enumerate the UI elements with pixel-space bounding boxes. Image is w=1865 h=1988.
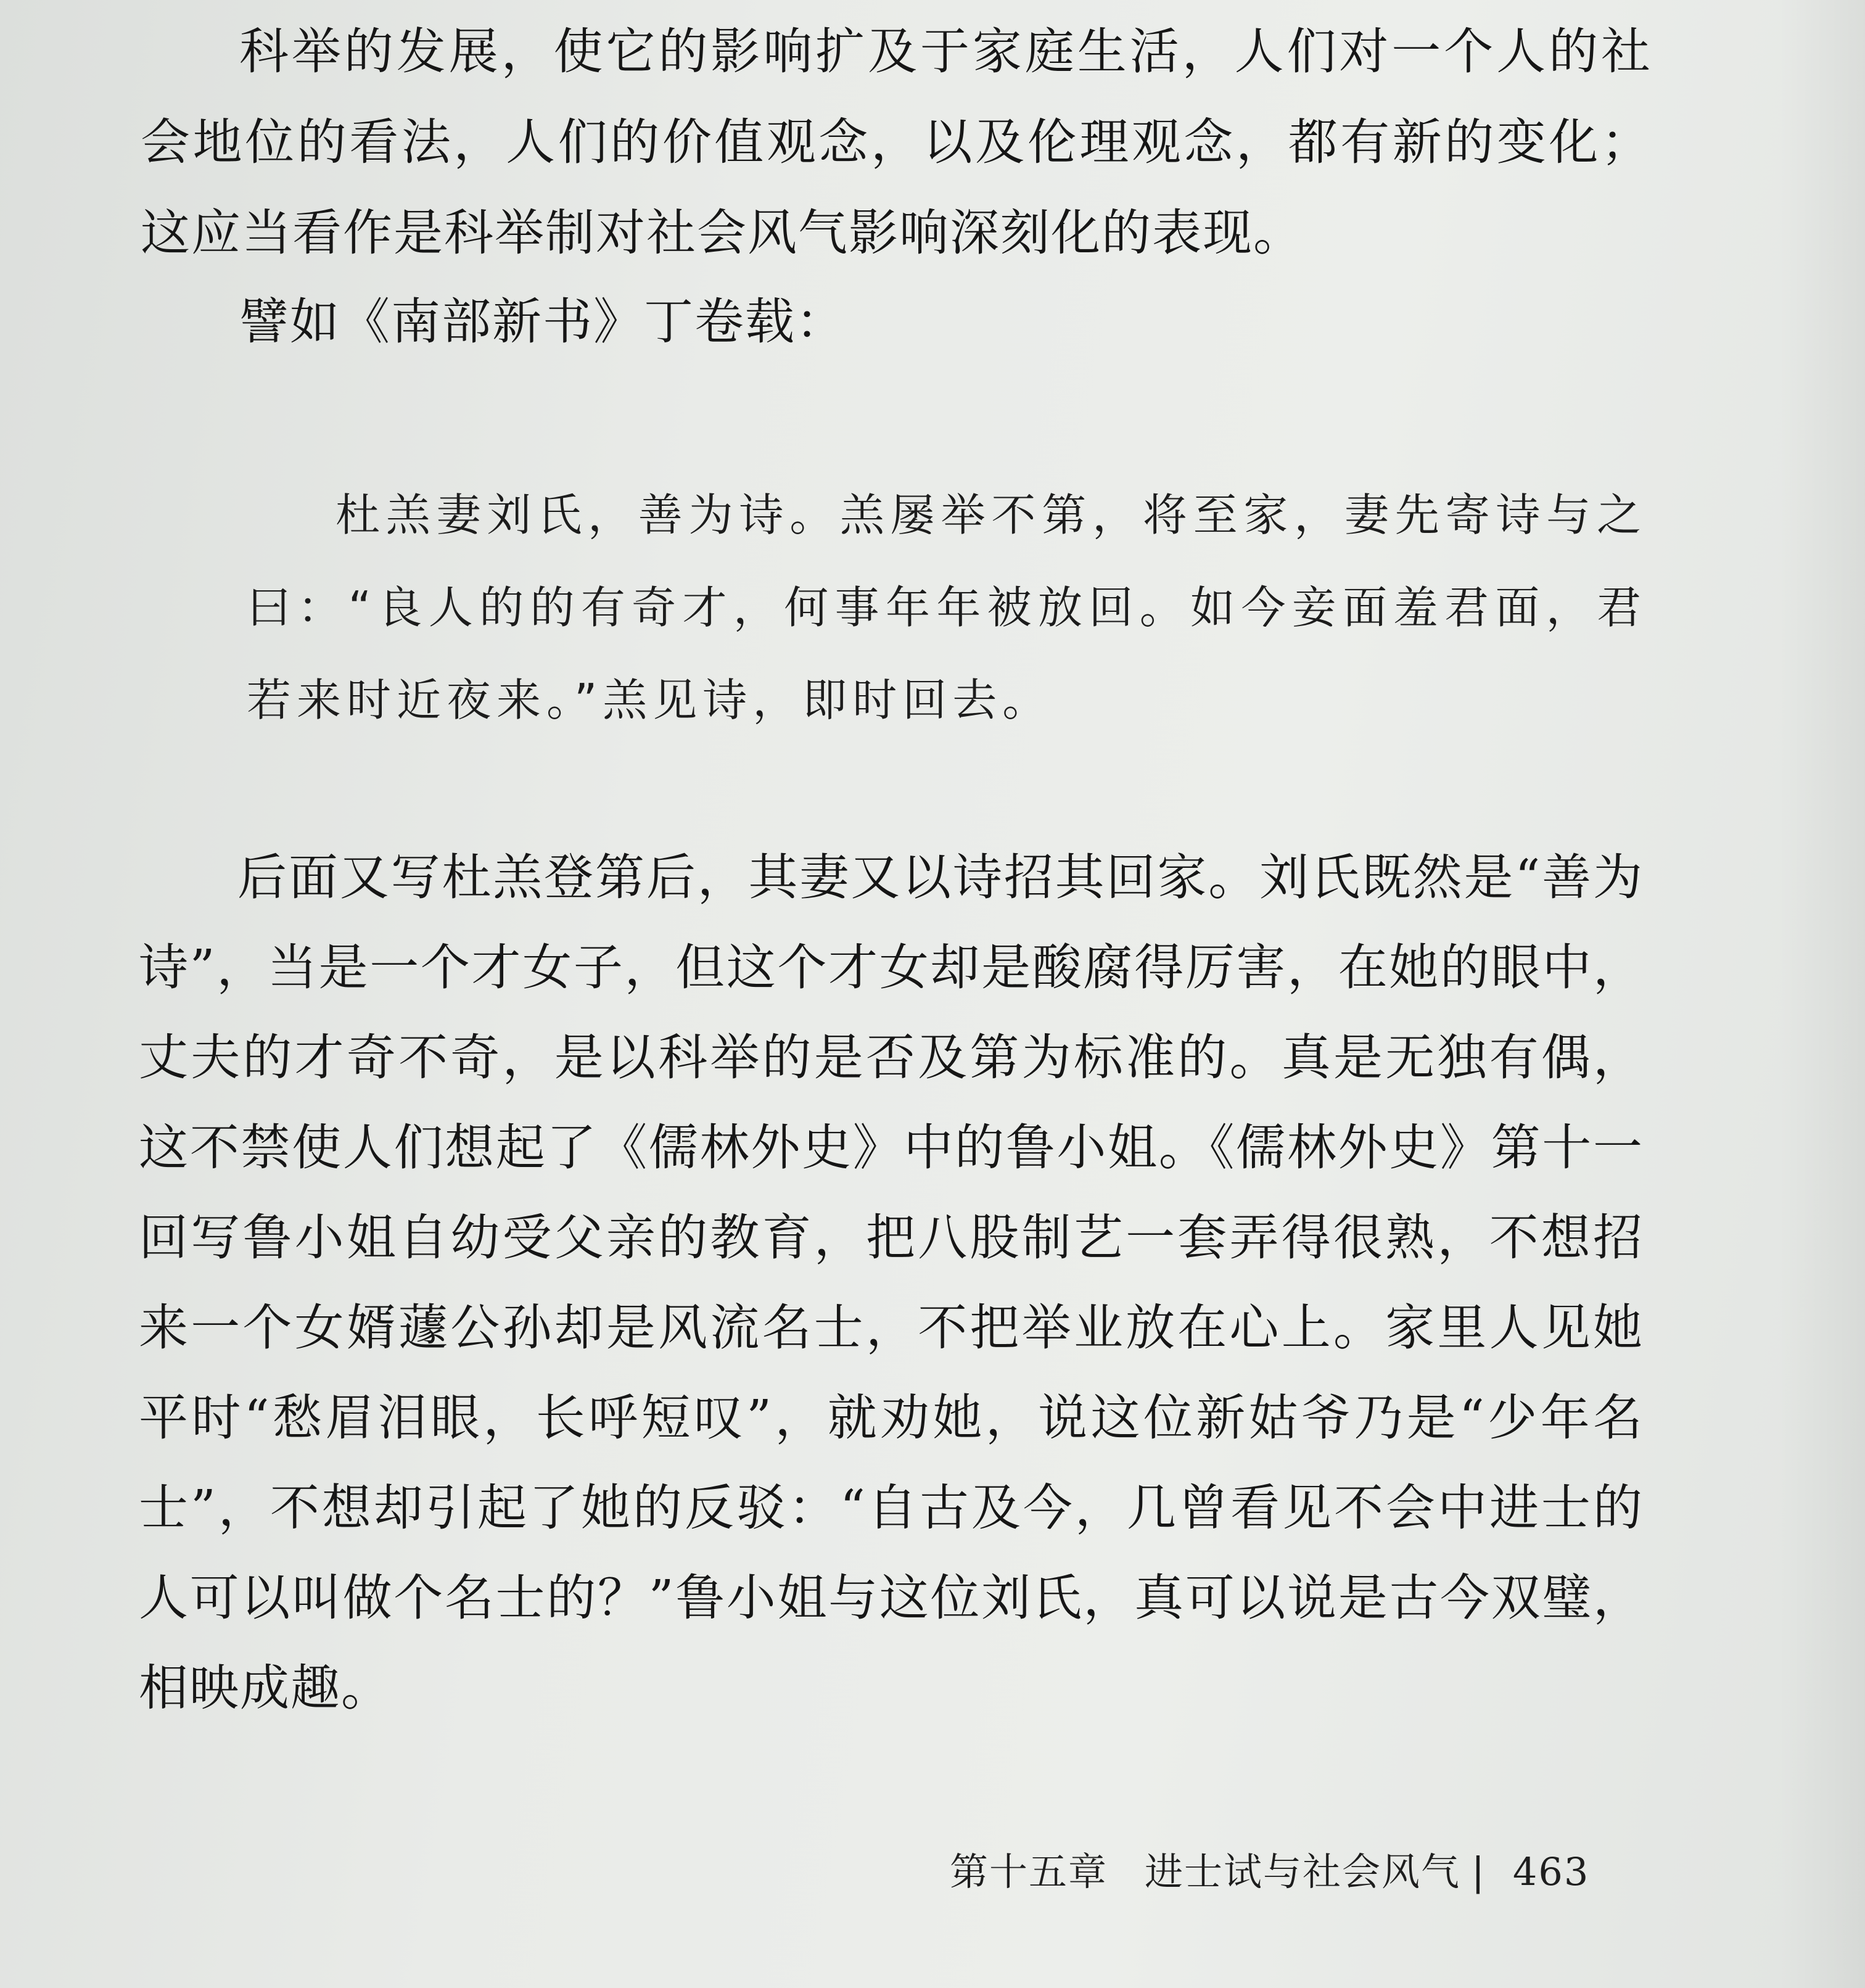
paragraph-2	[141, 276, 1652, 367]
paragraph-1-text: 科举的发展，使它的影响扩及于家庭生活，人们对一个人的社会地位的看法，人们的价值观念，以及伦理观念，都有新的变化；这应当看作是科举制对社会风气影响深刻化的表现。	[141, 23, 1652, 262]
block-quote-text: 杜羔妻刘氏，善为诗。羔屡举不第，将至家，妻先寄诗与之曰：“良人的的有奇才，何事年年被放回。如今妾面羞君面，君若来时近夜来。”羔见诗，即时回去。	[247, 489, 1647, 726]
footer-separator: |	[1472, 1849, 1486, 1894]
footer-title: 进士试与社会风气	[1145, 1849, 1461, 1894]
paragraph-3	[139, 833, 1644, 1733]
page-number: 463	[1512, 1849, 1590, 1894]
page-shadow	[1779, 0, 1865, 1988]
paragraph-1	[141, 6, 1652, 278]
page-footer	[950, 1841, 1589, 1896]
paragraph-3-text: 后面又写杜羔登第后，其妻又以诗招其回家。刘氏既然是“善为诗”，当是一个才女子，但这个才女却是酸腐得厉害，在她的眼中，丈夫的才奇不奇，是以科举的是否及第为标准的。真是无独有偶，这不禁使人们想起了《儒林外史》中的鲁小姐。《儒林外史》第十一回写鲁小姐自幼受父亲的教育，把八股制艺一套弄得很熟，不想招来一个女婿蘧公孙却是风流名士，不把举业放在心上。家里人见她平时“愁眉泪眼，长呼短叹”，就劝她，说这位新姑爷乃是“少年名士”，不想却引起了她的反驳：“自古及今，几曾看见不会中进士的人可以叫做个名士的？”鲁小姐与这位刘氏，真可以说是古今双璧，相映成趣。	[139, 849, 1644, 1717]
paragraph-2-text: 譬如《南部新书》丁卷载：	[239, 293, 846, 350]
block-quote	[247, 469, 1647, 746]
footer-chapter: 第十五章	[950, 1849, 1108, 1894]
